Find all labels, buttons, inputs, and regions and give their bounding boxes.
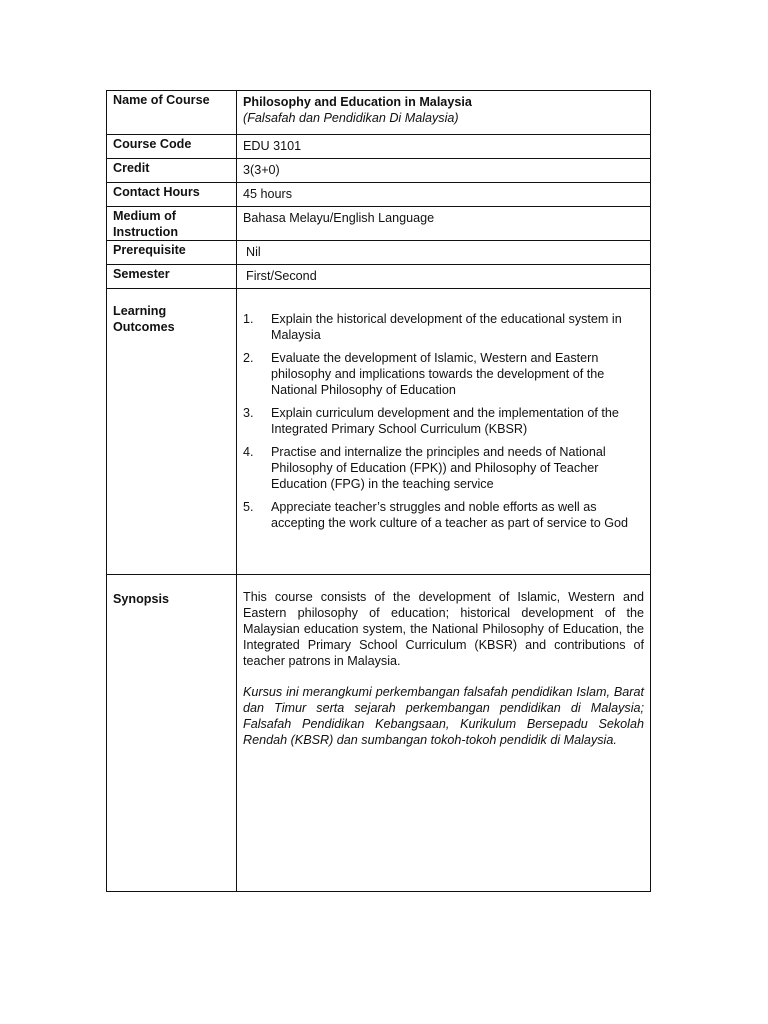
synopsis-value: [237, 575, 651, 892]
outcome-item: [243, 311, 644, 343]
row-semester: [107, 265, 651, 289]
learning-outcomes-label: Learning Outcomes: [107, 289, 237, 575]
outcome-number: 5.: [243, 500, 254, 514]
row-contact-hours: [107, 183, 651, 207]
outcome-item: [243, 350, 644, 398]
outcome-text: Appreciate teacher’s struggles and noble efforts as well as accepting the work culture of a teacher as part of service to God: [271, 500, 629, 530]
course-title-malay: (Falsafah dan Pendidikan Di Malaysia): [243, 111, 459, 125]
semester-label: Semester: [107, 265, 237, 289]
row-name-of-course: [107, 91, 651, 135]
course-code-value: EDU 3101: [237, 135, 651, 159]
course-title-english: Philosophy and Education in Malaysia: [243, 95, 472, 109]
row-credit: [107, 159, 651, 183]
row-learning-outcomes: [107, 289, 651, 575]
prerequisite-value: [237, 241, 651, 265]
outcome-number: 1.: [243, 312, 254, 326]
semester-text: First/Second: [246, 269, 317, 283]
credit-value: 3(3+0): [237, 159, 651, 183]
contact-hours-label: Contact Hours: [107, 183, 237, 207]
synopsis-english: This course consists of the development of Islamic, Western and Eastern philosophy of education; historical development of the Malaysian education system, the National Philosophy of Education, the Integrated Primary School Curriculum (KBSR) and contributions of teacher patrons in Malaysia.: [243, 590, 644, 668]
name-of-course-label: Name of Course: [107, 91, 237, 135]
medium-label: Medium of Instruction: [107, 207, 237, 241]
prerequisite-label: Prerequisite: [107, 241, 237, 265]
course-code-label: Course Code: [107, 135, 237, 159]
outcome-item: [243, 499, 644, 531]
outcome-text: Explain curriculum development and the implementation of the Integrated Primary School Curriculum (KBSR): [271, 406, 619, 436]
row-medium-of-instruction: [107, 207, 651, 241]
learning-outcomes-value: [237, 289, 651, 575]
learning-outcomes-list: [243, 289, 644, 531]
outcome-text: Practise and internalize the principles and needs of National Philosophy of Education (FPK)) and Philosophy of Teacher Education (FPG) in the teaching service: [271, 445, 606, 491]
outcome-item: [243, 444, 644, 492]
semester-value: [237, 265, 651, 289]
row-course-code: [107, 135, 651, 159]
outcome-item: [243, 405, 644, 437]
course-info-table: [106, 90, 651, 892]
outcome-number: 2.: [243, 351, 254, 365]
credit-label: Credit: [107, 159, 237, 183]
row-prerequisite: [107, 241, 651, 265]
prerequisite-text: Nil: [246, 245, 261, 259]
outcome-text: Evaluate the development of Islamic, Western and Eastern philosophy and implications towards the development of the National Philosophy of Education: [271, 351, 605, 397]
synopsis-malay: Kursus ini merangkumi perkembangan falsafah pendidikan Islam, Barat dan Timur serta sejarah perkembangan pendidikan di Malaysia; Falsafah Pendidikan Kebangsaan, Kurikulum Bersepadu Sekolah Rendah (KBSR) dan sumbangan tokoh-tokoh pendidik di Malaysia.: [243, 685, 644, 747]
row-synopsis: [107, 575, 651, 892]
outcome-number: 3.: [243, 406, 254, 420]
synopsis-label: Synopsis: [107, 575, 237, 892]
outcome-text: Explain the historical development of the educational system in Malaysia: [271, 312, 622, 342]
contact-hours-value: 45 hours: [237, 183, 651, 207]
name-of-course-value: [237, 91, 651, 135]
medium-value: Bahasa Melayu/English Language: [237, 207, 651, 241]
outcome-number: 4.: [243, 445, 254, 459]
